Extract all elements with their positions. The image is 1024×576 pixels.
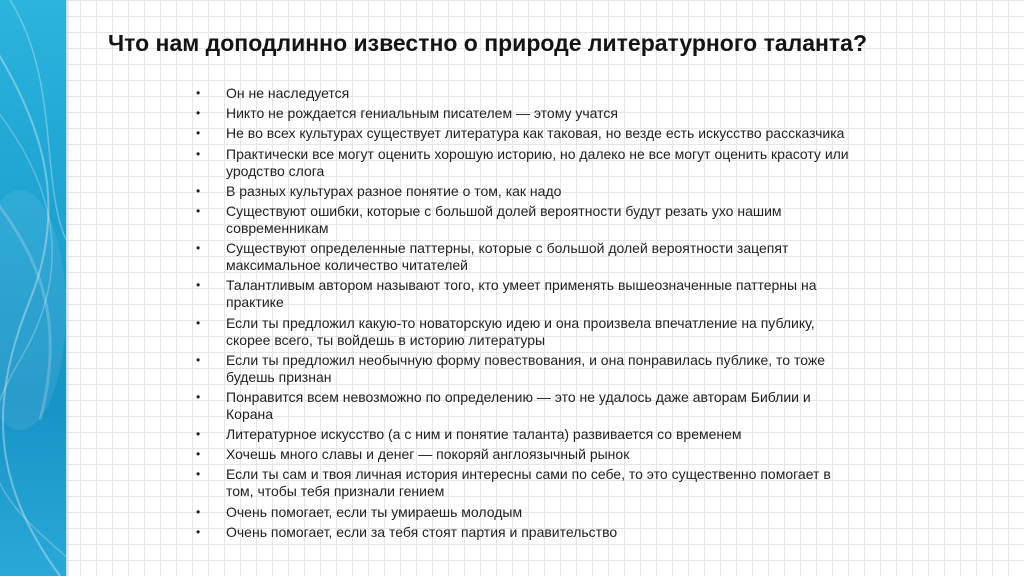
bullet-dot-icon: • (196, 447, 201, 462)
side-band-edge (66, 0, 70, 576)
list-item-text: Талантливым автором называют того, кто умеет применять вышеозначенные паттерны на практике (226, 277, 817, 311)
bullet-dot-icon: • (196, 241, 201, 256)
list-item-text: Не во всех культурах существует литература как таковая, но везде есть искусство рассказчика (226, 125, 845, 142)
list-item-text: Очень помогает, если ты умираешь молодым (226, 503, 523, 520)
list-item (196, 146, 856, 180)
bullet-dot-icon: • (196, 106, 201, 121)
bullet-list (196, 85, 856, 544)
list-item-text: Существуют определенные паттерны, которые с большой долей вероятности зацепят максимальное количество читателей (226, 240, 789, 274)
decorative-side-band (0, 0, 66, 576)
list-item (196, 315, 856, 349)
list-item-text: Понравится всем невозможно по определению — это не удалось даже авторам Библии и Корана (226, 388, 811, 422)
bullet-dot-icon: • (196, 524, 201, 539)
list-item-text: Практически все могут оценить хорошую историю, но далеко не все могут оценить красоту или уродство слога (226, 145, 849, 179)
list-item (196, 85, 856, 102)
list-item-text: Если ты предложил какую-то новаторскую идею и она произвела впечатление на публику, скорее всего, ты войдешь в историю литературы (226, 314, 815, 348)
bullet-dot-icon: • (196, 427, 201, 442)
list-item (196, 504, 856, 521)
bullet-dot-icon: • (196, 352, 201, 367)
bullet-dot-icon: • (196, 86, 201, 100)
bullet-dot-icon: • (196, 389, 201, 404)
list-item (196, 466, 856, 500)
list-item-text: Очень помогает, если за тебя стоят партия и правительство (226, 523, 618, 540)
list-item-text: Существуют ошибки, которые с большой долей вероятности будут резать ухо нашим современникам (226, 202, 782, 236)
list-item-text: Если ты предложил необычную форму повествования, и она понравилась публике, то тоже будешь признан (226, 351, 825, 385)
bullet-dot-icon: • (196, 183, 201, 198)
bullet-dot-icon: • (196, 315, 201, 330)
list-item-text: Литературное искусство (а с ним и понятие таланта) развивается со временем (226, 426, 742, 443)
list-item (196, 125, 856, 142)
bullet-dot-icon: • (196, 126, 201, 141)
bullet-dot-icon: • (196, 278, 201, 293)
list-item (196, 277, 856, 311)
bullet-dot-icon: • (196, 203, 201, 218)
decorative-swirl-graphic (0, 0, 66, 576)
list-item-text: Если ты сам и твоя личная история интересны сами по себе, то это существенно помогает в том, чтобы тебя признали гением (226, 466, 831, 500)
list-item (196, 446, 856, 463)
bullet-dot-icon: • (196, 467, 201, 482)
list-item (196, 426, 856, 443)
list-item (196, 105, 856, 122)
list-item-text: В разных культурах разное понятие о том, как надо (226, 182, 562, 199)
slide-title: Что нам доподлинно известно о природе литературного таланта? (108, 30, 868, 56)
bullet-dot-icon: • (196, 504, 201, 519)
list-item (196, 203, 856, 237)
list-item-text: Никто не рождается гениальным писателем — этому учатся (226, 105, 618, 122)
list-item (196, 240, 856, 274)
list-item (196, 524, 856, 541)
list-item-text: Хочешь много славы и денег — покоряй англоязычный рынок (226, 446, 630, 463)
list-item-text: Он не наследуется (226, 85, 350, 101)
list-item (196, 352, 856, 386)
list-item (196, 183, 856, 200)
list-item (196, 389, 856, 423)
bullet-dot-icon: • (196, 146, 201, 161)
